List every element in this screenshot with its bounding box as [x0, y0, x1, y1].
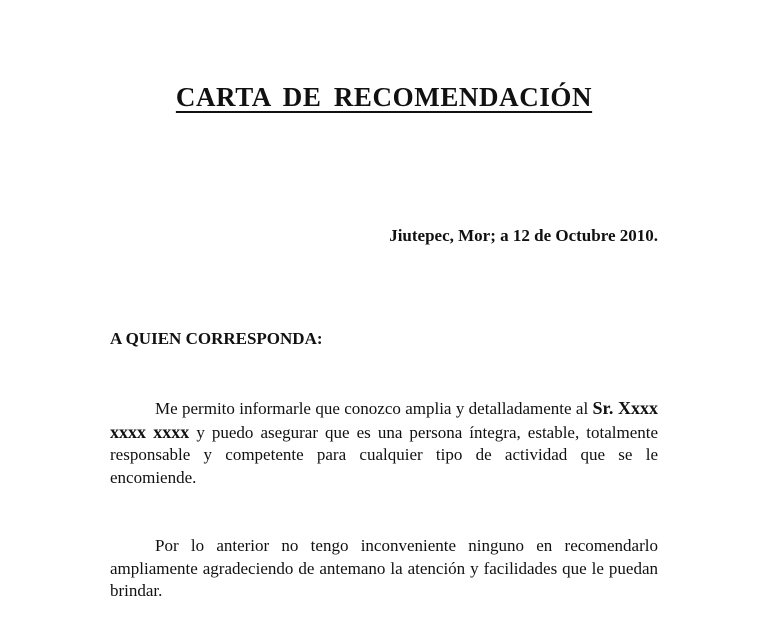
date-line: Jiutepec, Mor; a 12 de Octubre 2010. [389, 226, 658, 245]
salutation: A QUIEN CORRESPONDA: [110, 329, 323, 348]
body-paragraph-2: Por lo anterior no tengo inconveniente ninguno en recomendarlo ampliamente agradeciendo de antemano la atención y facilidades que le puedan brindar. [110, 536, 658, 600]
body-paragraph-1 [110, 397, 658, 489]
recommended-person-name: Sr. Xxxx xxxx xxxx [110, 398, 658, 442]
paragraph-1-lead: Me permito informarle que conozco amplia y detalladamente al [155, 399, 593, 418]
paragraph-1-rest: y puedo asegurar que es una persona íntegra, estable, totalmente responsable y competente para cualquier tipo de actividad que se le encomiende. [110, 422, 659, 487]
letter-title: CARTA DE RECOMENDACIÓN [175, 82, 593, 112]
